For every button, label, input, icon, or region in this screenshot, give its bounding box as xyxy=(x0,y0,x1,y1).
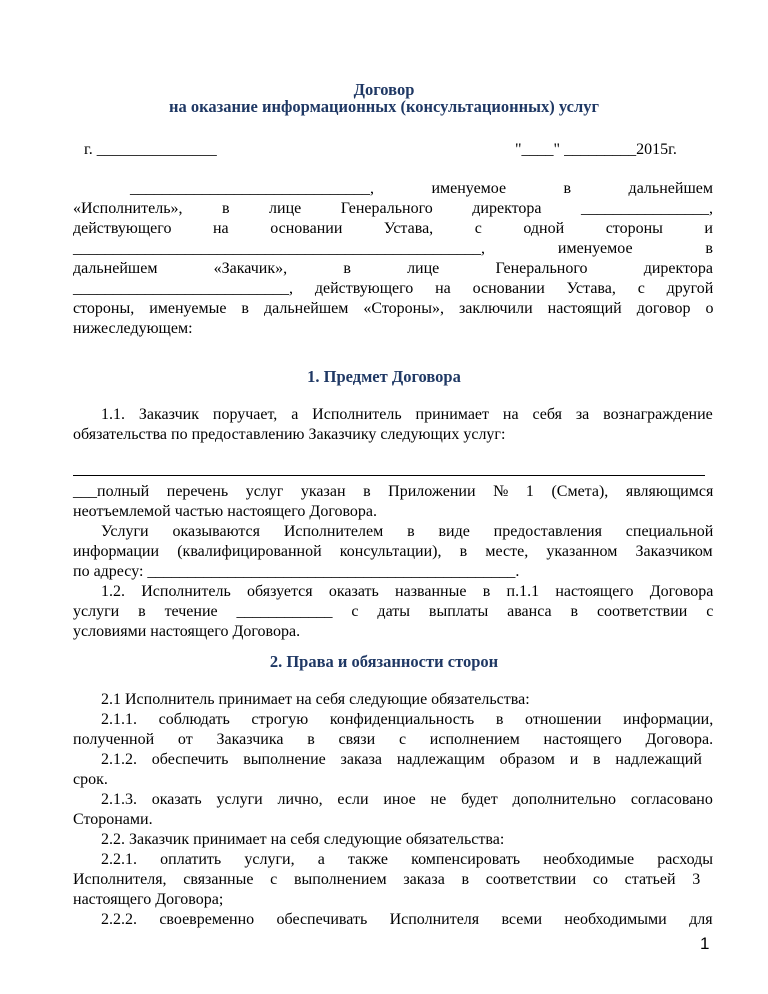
intro-word: Генерального xyxy=(340,200,433,217)
intro-word: лице xyxy=(269,200,302,217)
intro-line-5 xyxy=(73,259,713,279)
clause-2-1-3-line-1: 2.1.3. оказать услуги лично, если иное не будет дополнительно согласовано xyxy=(101,791,713,808)
clause-2-2: 2.2. Заказчик принимает на себя следующие обязательства: xyxy=(101,831,505,848)
intro-line-3 xyxy=(73,219,713,239)
clause-1-2-line-2: услуги в течение ____________ с даты выплаты аванса в соответствии с xyxy=(73,603,714,620)
clause-2-2-1-line-3: настоящего Договора; xyxy=(73,891,224,908)
intro-word: на xyxy=(212,220,229,237)
date-field: "____" _________2015г. xyxy=(515,141,677,158)
intro-word: в xyxy=(705,240,713,257)
intro-word: действующего xyxy=(73,220,172,237)
services-form-line-3: по адресу: ______________________________________________. xyxy=(73,563,520,580)
intro-line-1 xyxy=(130,179,713,199)
clause-1-1-line-1: 1.1. Заказчик поручает, а Исполнитель принимает на себя за вознаграждение xyxy=(101,406,713,423)
clause-1-2-line-1: 1.2. Исполнитель обязуется оказать названные в п.1.1 настоящего Договора xyxy=(101,583,714,600)
clause-2-2-2-line-1: 2.2.2. своевременно обеспечивать Исполнителя всеми необходимыми для xyxy=(101,911,713,928)
intro-word: дальнейшем xyxy=(628,180,713,197)
services-form-line-2: информации (квалифицированной консультации), в месте, указанном Заказчиком xyxy=(73,543,713,560)
clause-1-2-line-3: условиями настоящего Договора. xyxy=(73,623,301,640)
intro-word: в xyxy=(343,260,351,277)
clause-2-2-1-line-2: Исполнителя, связанные с выполнением заказа в соответствии со статьей 3 xyxy=(73,871,701,888)
section-1-heading: 1. Предмет Договора xyxy=(307,367,461,386)
intro-line-7: стороны, именуемые в дальнейшем «Стороны», заключили настоящий договор о xyxy=(73,300,714,317)
intro-word: именуемое xyxy=(557,240,633,257)
services-form-line-1: Услуги оказываются Исполнителем в виде предоставления специальной xyxy=(101,523,714,540)
services-list-line-1: ___полный перечень услуг указан в Приложении № 1 (Смета), являющимся xyxy=(73,483,714,500)
intro-word: в xyxy=(221,200,230,217)
clause-2-1-1-line-1: 2.1.1. соблюдать строгую конфиденциальность в отношении информации, xyxy=(101,711,714,728)
intro-word: директора xyxy=(643,260,713,277)
city-field: г. _______________ xyxy=(84,141,217,158)
intro-word: ______________________________, xyxy=(130,180,374,197)
intro-word: лице xyxy=(407,260,440,277)
clause-2-2-1-line-1: 2.2.1. оплатить услуги, а также компенсировать необходимые расходы xyxy=(101,851,714,868)
page-number: 1 xyxy=(700,934,710,953)
intro-word: директора xyxy=(472,200,542,217)
intro-word: дальнейшем xyxy=(73,260,158,277)
intro-word: «Исполнитель», xyxy=(73,200,183,217)
intro-word: ________________, xyxy=(581,200,713,217)
intro-line-2 xyxy=(73,199,713,219)
services-list-line-2: неотъемлемой частью настоящего Договора. xyxy=(73,503,378,520)
intro-word: стороны xyxy=(605,220,663,237)
clause-2-1-1-line-2: полученной от Заказчика в связи с исполнением настоящего Договора. xyxy=(73,731,714,748)
intro-word: ___________________________________________________, xyxy=(73,240,485,257)
intro-word: в xyxy=(563,180,572,197)
clause-2-1-2-line-2: срок. xyxy=(73,771,108,788)
clause-2-1-2-line-1: 2.1.2. обеспечить выполнение заказа надлежащим образом и в надлежащий xyxy=(101,751,702,768)
intro-word: Устава, xyxy=(383,220,434,237)
document-title: Договор xyxy=(353,80,415,99)
intro-word: Генерального xyxy=(495,260,588,277)
section-2-heading: 2. Права и обязанности сторон xyxy=(269,652,499,671)
clause-1-1-line-2: обязательства по предоставлению Заказчику следующих услуг: xyxy=(73,426,506,443)
intro-line-8: нижеследующем: xyxy=(73,320,193,337)
intro-word: с xyxy=(474,220,482,237)
intro-line-4 xyxy=(73,239,713,259)
blank-services-line xyxy=(73,475,705,476)
intro-word: одной xyxy=(523,220,565,237)
document-subtitle: на оказание информационных (консультационных) услуг xyxy=(169,97,599,116)
clause-2-1-3-line-2: Сторонами. xyxy=(73,811,153,828)
clause-2-1: 2.1 Исполнитель принимает на себя следующие обязательства: xyxy=(101,691,530,708)
intro-word: и xyxy=(704,220,713,237)
intro-line-6: ___________________________, действующего на основании Устава, с другой xyxy=(73,280,714,297)
intro-word: основании xyxy=(270,220,343,237)
intro-word: «Закачик», xyxy=(213,260,288,277)
intro-word: именуемое xyxy=(431,180,507,197)
